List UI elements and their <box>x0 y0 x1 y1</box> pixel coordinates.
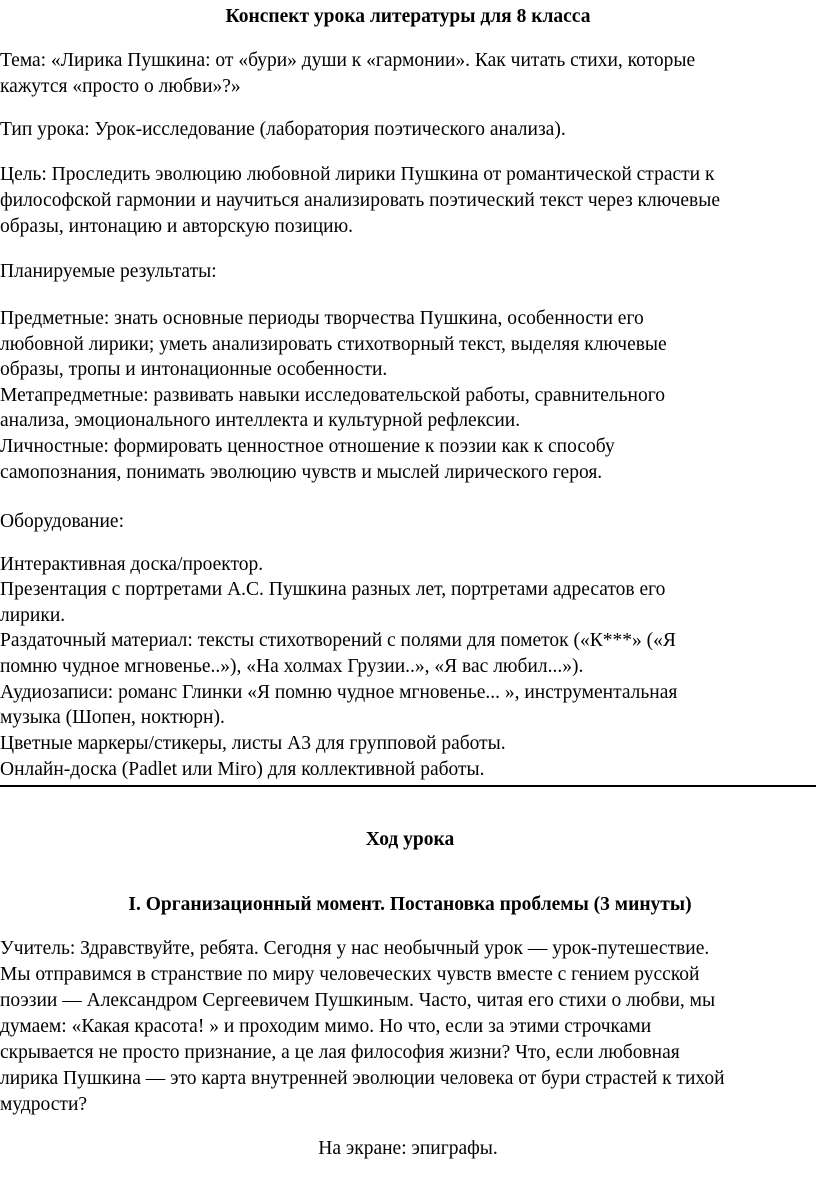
text-line: музыка (Шопен, ноктюрн). <box>0 707 225 728</box>
lesson-type-line: Тип урока: Урок-исследование (лаборатория поэтического анализа). <box>0 119 566 140</box>
text-line: Интерактивная доска/проектор. <box>0 554 264 575</box>
text-line: Онлайн-доска (Padlet или Miro) для коллективной работы. <box>0 759 485 780</box>
text-line: помню чудное мгновенье..»), «На холмах Грузии..», «Я вас любил...»). <box>0 656 584 677</box>
section-heading: I. Организационный момент. Постановка проблемы (3 минуты) <box>128 894 692 915</box>
text-line: Тема: «Лирика Пушкина: от «бури» души к «гармонии». Как читать стихи, которые <box>0 50 696 71</box>
text-line: Аудиозаписи: романс Глинки «Я помню чудное мгновенье... », инструментальная <box>0 682 678 703</box>
text-line: образы, интонацию и авторскую позицию. <box>0 216 354 237</box>
text-line: образы, тропы и интонационные особенности. <box>0 359 388 380</box>
text-line: Цель: Проследить эволюцию любовной лирики Пушкина от романтической страсти к <box>0 164 715 185</box>
text-line: самопознания, понимать эволюцию чувств и мыслей лирического героя. <box>0 462 603 483</box>
text-line: любовной лирики; уметь анализировать стихотворный текст, выделяя ключевые <box>0 334 667 355</box>
text-line: Предметные: знать основные периоды творчества Пушкина, особенности его <box>0 308 644 329</box>
text-line: скрывается не просто признание, а це лая философия жизни? Что, если любовная <box>0 1042 680 1063</box>
text-line: Раздаточный материал: тексты стихотворений с полями для пометок («К***» («Я <box>0 630 676 651</box>
screen-note: На экране: эпиграфы. <box>318 1138 498 1159</box>
text-line: анализа, эмоционального интеллекта и культурной рефлексии. <box>0 410 521 431</box>
text-line: думаем: «Какая красота! » и проходим мимо. Но что, если за этими строчками <box>0 1016 652 1037</box>
course-heading: Ход урока <box>365 829 455 850</box>
text-line: лирика Пушкина — это карта внутренней эволюции человека от бури страстей к тихой <box>0 1068 725 1089</box>
text-line: Цветные маркеры/стикеры, листы А3 для групповой работы. <box>0 733 506 754</box>
text-line: Учитель: Здравствуйте, ребята. Сегодня у нас необычный урок — урок-путешествие. <box>0 938 710 959</box>
document-title: Конспект урока литературы для 8 класса <box>225 6 591 27</box>
text-line: Личностные: формировать ценностное отношение к поэзии как к способу <box>0 436 615 457</box>
text-line: Мы отправимся в странствие по миру человеческих чувств вместе с гением русской <box>0 964 700 985</box>
text-line: мудрости? <box>0 1094 88 1115</box>
equipment-heading: Оборудование: <box>0 511 124 532</box>
section-divider <box>0 785 816 787</box>
text-line: Метапредметные: развивать навыки исследовательской работы, сравнительного <box>0 385 665 406</box>
text-line: Презентация с портретами А.С. Пушкина разных лет, портретами адресатов его <box>0 579 666 600</box>
text-line: философской гармонии и научиться анализировать поэтический текст через ключевые <box>0 190 721 211</box>
text-line: лирики. <box>0 605 66 626</box>
text-line: поэзии — Александром Сергеевичем Пушкиным. Часто, читая его стихи о любви, мы <box>0 990 716 1011</box>
text-line: кажутся «просто о любви»?» <box>0 76 241 97</box>
results-heading: Планируемые результаты: <box>0 261 217 282</box>
